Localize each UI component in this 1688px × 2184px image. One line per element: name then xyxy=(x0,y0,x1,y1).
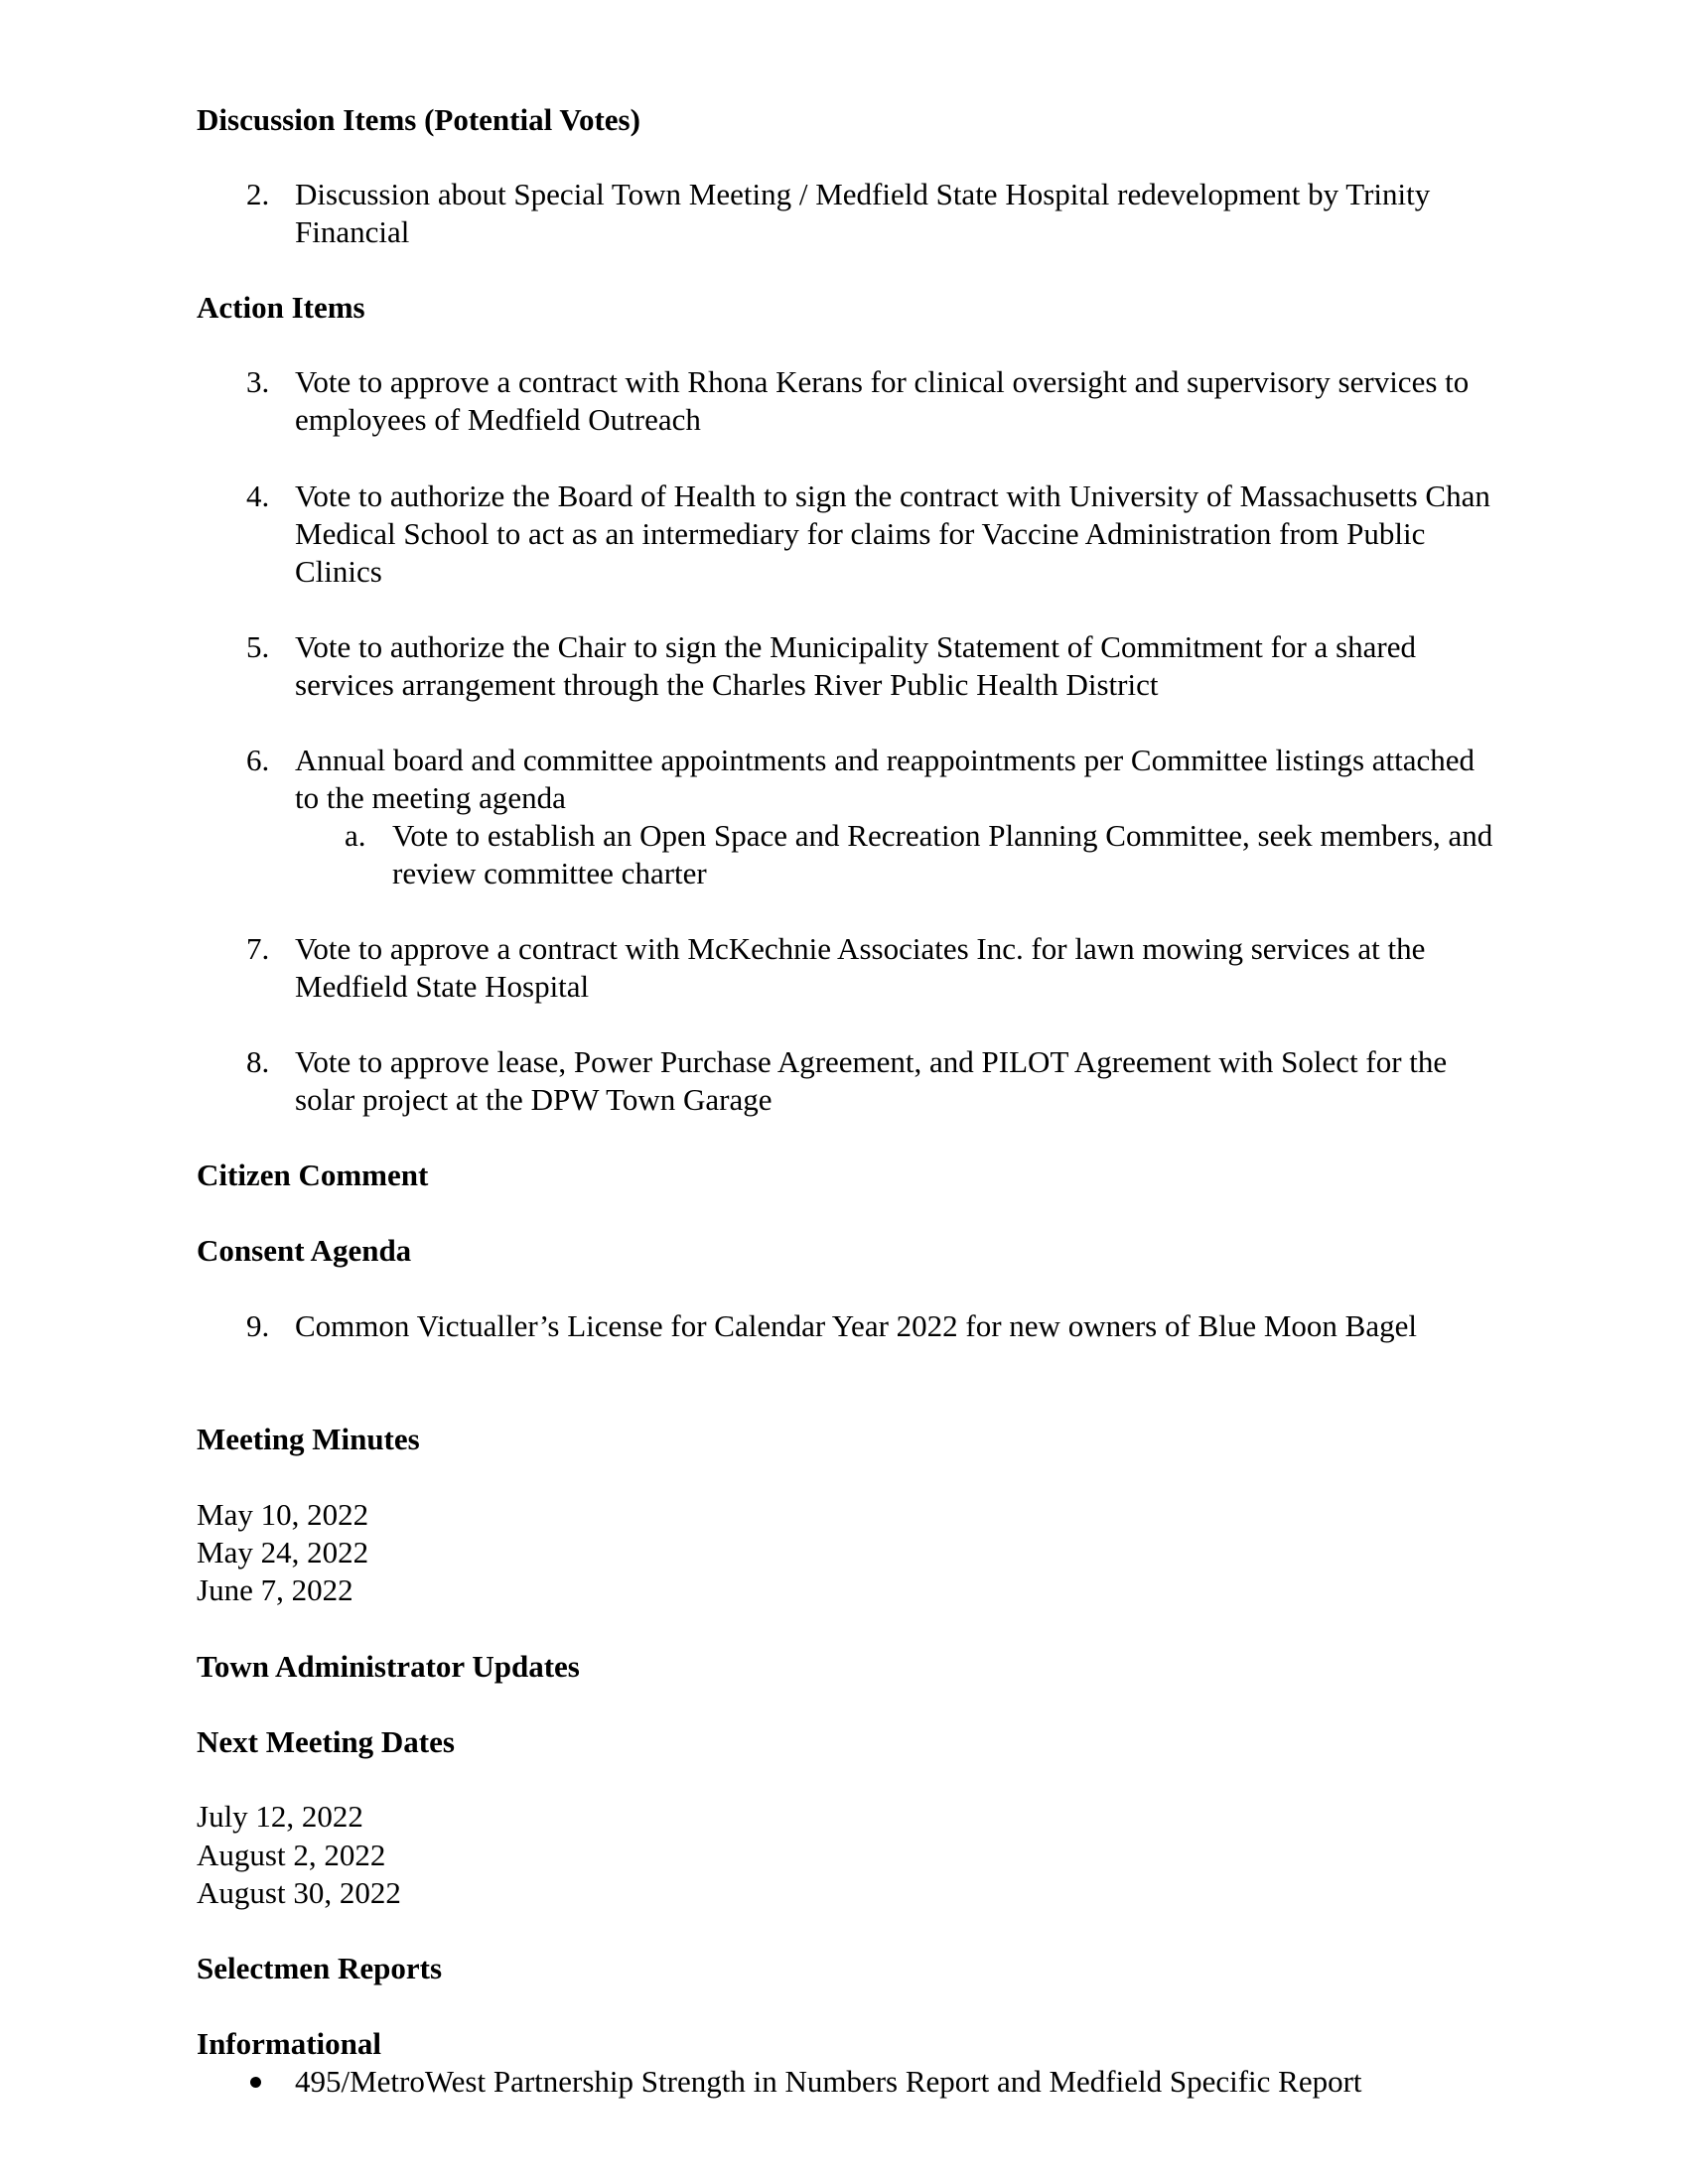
agenda-item-2 xyxy=(246,176,1497,251)
subitem-text: Vote to establish an Open Space and Recreation Planning Committee, seek members, and review committee charter xyxy=(392,818,1493,890)
item-number: 5. xyxy=(246,629,270,664)
bullet-text: 495/MetroWest Partnership Strength in Numbers Report and Medfield Specific Report xyxy=(295,2064,1362,2099)
item-number: 7. xyxy=(246,931,270,966)
section-heading-next-meeting-dates: Next Meeting Dates xyxy=(197,1724,455,1759)
agenda-item-8 xyxy=(246,1043,1497,1119)
item-text: Vote to approve a contract with McKechnie Associates Inc. for lawn mowing services at the Medfield State Hospital xyxy=(295,931,1426,1004)
subitem-letter: a. xyxy=(345,818,366,853)
next-meeting-date: August 30, 2022 xyxy=(197,1875,401,1910)
item-text: Discussion about Special Town Meeting / Medfield State Hospital redevelopment by Trinity Financial xyxy=(295,177,1431,249)
minutes-date: June 7, 2022 xyxy=(197,1572,353,1607)
agenda-subitem-6a xyxy=(345,817,1496,892)
informational-bullet-item xyxy=(246,2063,1497,2101)
minutes-date: May 10, 2022 xyxy=(197,1497,369,1532)
item-number: 8. xyxy=(246,1044,270,1079)
bullet-icon xyxy=(250,2077,261,2088)
item-number: 2. xyxy=(246,177,270,211)
item-text: Common Victualler’s License for Calendar Year 2022 for new owners of Blue Moon Bagel xyxy=(295,1308,1417,1343)
item-text: Annual board and committee appointments and reappointments per Committee listings attached to the meeting agenda xyxy=(295,743,1476,815)
section-heading-meeting-minutes: Meeting Minutes xyxy=(197,1422,420,1456)
agenda-item-7 xyxy=(246,930,1497,1006)
section-heading-citizen-comment: Citizen Comment xyxy=(197,1158,429,1192)
next-meeting-date: July 12, 2022 xyxy=(197,1799,363,1834)
next-meeting-date: August 2, 2022 xyxy=(197,1838,386,1872)
section-heading-discussion-items: Discussion Items (Potential Votes) xyxy=(197,102,640,137)
agenda-item-3 xyxy=(246,363,1497,439)
minutes-date: May 24, 2022 xyxy=(197,1535,369,1570)
item-text: Vote to approve lease, Power Purchase Agreement, and PILOT Agreement with Solect for the solar project at the DPW Town Garage xyxy=(295,1044,1448,1117)
item-number: 9. xyxy=(246,1308,270,1343)
item-text: Vote to authorize the Board of Health to sign the contract with University of Massachusetts Chan Medical School to act as an intermediary for claims for Vaccine Administration from Public Clinics xyxy=(295,478,1490,589)
section-heading-town-administrator-updates: Town Administrator Updates xyxy=(197,1649,580,1684)
item-number: 3. xyxy=(246,364,270,399)
agenda-item-9 xyxy=(246,1307,1497,1345)
item-text: Vote to authorize the Chair to sign the Municipality Statement of Commitment for a shared services arrangement through the Charles River Public Health District xyxy=(295,629,1416,702)
item-number: 6. xyxy=(246,743,270,777)
section-heading-selectmen-reports: Selectmen Reports xyxy=(197,1951,443,1985)
agenda-item-6 xyxy=(246,742,1497,817)
agenda-item-5 xyxy=(246,628,1497,704)
section-heading-consent-agenda: Consent Agenda xyxy=(197,1233,412,1268)
item-number: 4. xyxy=(246,478,270,513)
section-heading-action-items: Action Items xyxy=(197,290,365,325)
agenda-item-4 xyxy=(246,478,1497,591)
section-heading-informational: Informational xyxy=(197,2026,381,2061)
item-text: Vote to approve a contract with Rhona Kerans for clinical oversight and supervisory services to employees of Medfield Outreach xyxy=(295,364,1470,437)
